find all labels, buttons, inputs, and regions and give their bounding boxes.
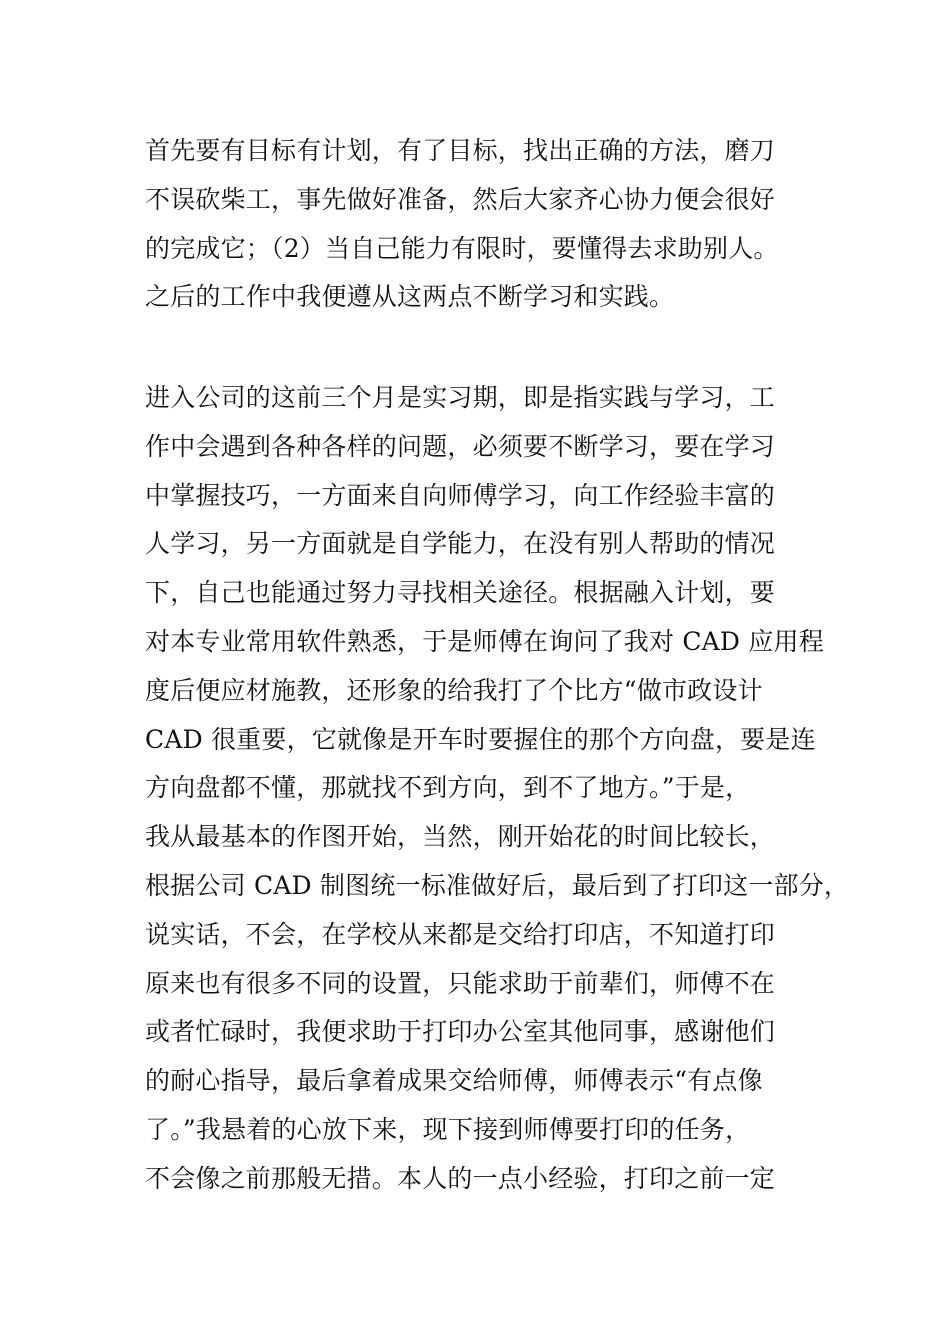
text-line: 进入公司的这前三个月是实习期，即是指实践与学习，工 bbox=[145, 383, 776, 412]
text-line: 人学习，另一方面就是自学能力，在没有别人帮助的情况 bbox=[145, 529, 776, 559]
text-line: 下，自己也能通过努力寻找相关途径。根据融入计划，要 bbox=[145, 578, 776, 608]
text-line: 了。”我悬着的心放下来，现下接到师傅要打印的任务， bbox=[145, 1114, 751, 1144]
text-line: 原来也有很多不同的设置，只能求助于前辈们，师傅不在 bbox=[145, 968, 776, 998]
text-line: 中掌握技巧，一方面来自向师傅学习，向工作经验丰富的 bbox=[145, 480, 776, 510]
text-line: 度后便应材施教，还形象的给我打了个比方“做市政设计 bbox=[145, 675, 763, 705]
text-line: 我从最基本的作图开始，当然，刚开始花的时间比较长， bbox=[145, 822, 776, 852]
text-line: 或者忙碌时，我便求助于打印办公室其他同事，感谢他们 bbox=[145, 1017, 776, 1047]
paragraph-1 bbox=[145, 127, 825, 322]
text-line: 之后的工作中我便遵从这两点不断学习和实践。 bbox=[145, 282, 675, 312]
text-line: 对本专业常用软件熟悉，于是师傅在询问了我对 CAD 应用程 bbox=[145, 626, 824, 656]
text-line: 方向盘都不懂，那就找不到方向，到不了地方。”于是， bbox=[145, 773, 751, 803]
text-line: CAD 很重要，它就像是开车时要握住的那个方向盘，要是连 bbox=[145, 724, 816, 754]
text-line: 首先要有目标有计划，有了目标，找出正确的方法，磨刀 bbox=[145, 136, 776, 165]
paragraph-2 bbox=[145, 374, 850, 1204]
text-line: 说实话，不会，在学校从来都是交给打印店，不知道打印 bbox=[145, 919, 776, 949]
text-line: 不会像之前那般无措。本人的一点小经验，打印之前一定 bbox=[145, 1163, 776, 1193]
text-line: 的耐心指导，最后拿着成果交给师傅，师傅表示“有点像 bbox=[145, 1066, 763, 1096]
text-line: 根据公司 CAD 制图统一标准做好后，最后到了打印这一部分， bbox=[145, 870, 850, 900]
text-line: 的完成它；（2）当自己能力有限时，要懂得去求助别人。 bbox=[145, 233, 779, 263]
text-line: 作中会遇到各种各样的问题，必须要不断学习，要在学习 bbox=[145, 431, 776, 461]
text-line: 不误砍柴工，事先做好准备，然后大家齐心协力便会很好 bbox=[145, 184, 776, 214]
